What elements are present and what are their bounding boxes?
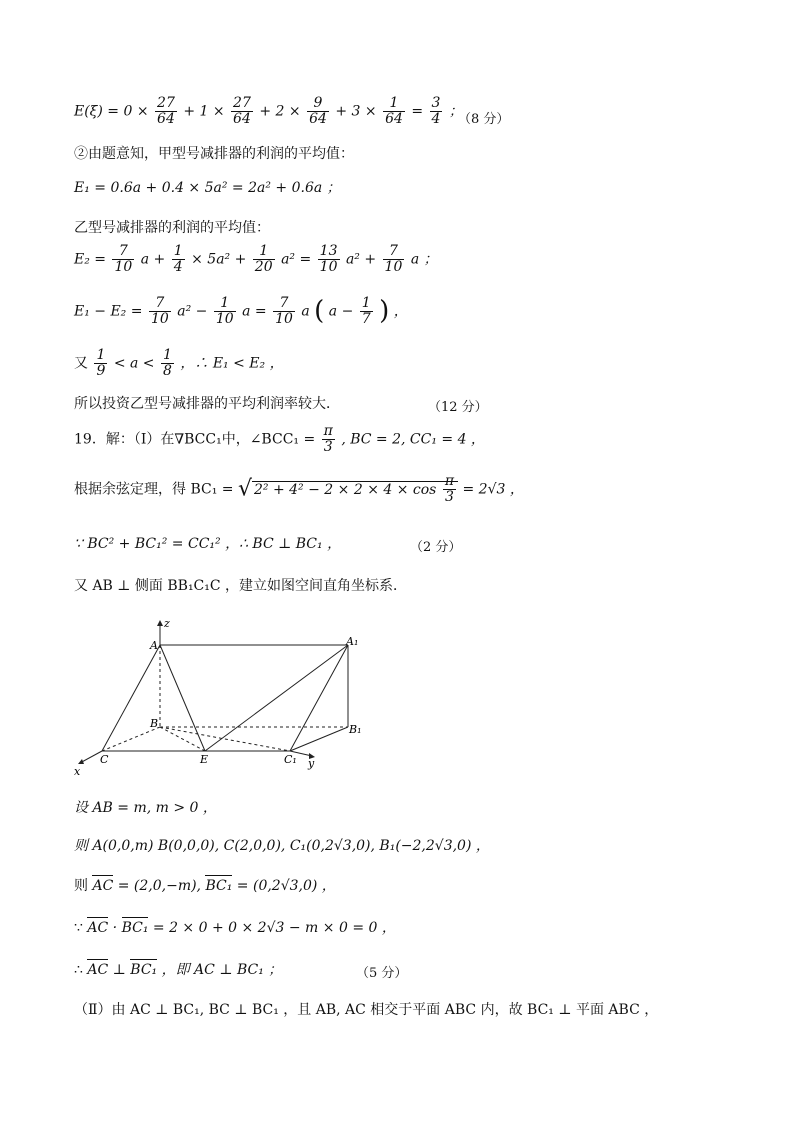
fraction: $\frac{\pi}{3}$ [444,473,455,505]
text: = 2 × 0 + 0 × 2√3 − m × 0 = 0 ， [152,920,396,936]
fraction: $\frac{1}{10}$ [215,295,234,328]
paren: ) [379,296,390,326]
text: = (2,0,−m), [117,878,202,894]
fraction: $\frac{13}{10}$ [319,243,338,275]
term: a − [328,303,354,320]
e1-formula: E₁ = 0.6a + 0.4 × 5a² = 2a² + 0.6a ； [74,180,341,196]
score-2: （2 分） [410,540,462,555]
text: = (0,2√3,0) ， [236,878,336,894]
term: a + [140,251,166,268]
term: a² + [345,251,377,268]
perpendicular-line: ∵ BC² + BC₁² = CC₁² ，∴ BC ⊥ BC₁ ， [74,536,342,552]
term: a² = [281,251,312,268]
coordinates-line: 则 A(0,0,m) B(0,0,0), C(2,0,0), C₁(0,2√3,0), B₁(−2,2√3,0) ， [74,838,490,854]
fraction: $\frac{1}{8}$ [163,347,172,379]
text: , BC = 2, CC₁ = 4 ， [341,431,485,448]
term: a ； [410,251,438,268]
text: ，即 AC ⊥ BC₁ ； [161,962,283,978]
equals: = [411,103,424,120]
label-B1: B₁ [349,723,362,736]
radicand: 2² + 4² − 2 × 2 × 4 × cos $\frac{\pi}{3}$ [252,481,458,498]
score-5: （5 分） [356,966,408,981]
vectors-line [74,878,336,895]
set-ab-line: 设 AB = m, m > 0 ， [74,800,217,816]
vector-bc1: BC₁ [205,878,233,894]
dot-product-line [74,920,396,937]
punct: ， [393,303,408,320]
term: a² − [177,303,208,320]
text: ∵ [74,920,83,936]
paren: ( [314,296,325,326]
score-8: （8 分） [458,112,510,127]
prism-figure [60,615,380,780]
text: = 2√3 ， [462,481,524,498]
sqrt-sign: √ [237,476,252,502]
text-line: ②由题意知，甲型号减排器的利润的平均值： [74,146,354,162]
text: 19．解：（Ⅰ）在∇BCC₁中，∠BCC₁ = [74,431,316,448]
vector-bc1: BC₁ [130,962,158,978]
fraction: $\frac{7}{10}$ [150,295,169,328]
lhs: E₁ − E₂ = [74,303,143,320]
part-two-line: （Ⅱ）由 AC ⊥ BC₁, BC ⊥ BC₁ ，且 AB, AC 相交于平面 ABC 内，故 BC₁ ⊥ 平面 ABC ， [74,1002,659,1018]
label-C: C [100,753,109,766]
vector-ac: AC [92,878,114,894]
term: < a < [113,355,155,372]
e2-formula [74,244,438,275]
expectation-lhs: E(ξ) = 0 × [74,103,149,120]
text: 根据余弦定理，得 BC₁ = [74,481,234,498]
fraction: $\frac{1}{20}$ [254,243,273,275]
term: a [301,303,310,320]
text: ⊥ [112,962,126,978]
label-C1: C₁ [284,753,297,766]
label-E: E [200,753,209,766]
term: + 3 × [335,103,377,120]
problem-19-line [74,424,485,455]
label-A1: A₁ [346,635,359,648]
fraction: $\frac{27}{64}$ [233,95,251,127]
label-z: z [164,617,170,630]
label-B: B [150,717,159,730]
label-A: A [150,639,158,652]
fraction: $\frac{7}{10}$ [114,243,133,275]
expectation-formula [74,96,463,127]
term: ，∴ E₁ < E₂ ， [180,355,284,372]
vector-bc1: BC₁ [121,920,149,936]
term: × 5a² + [191,251,247,268]
fraction: $\frac{3}{4}$ [431,95,441,127]
text: · [112,920,118,936]
difference-formula [74,296,408,327]
vector-ac: AC [87,962,109,978]
text: 又 [74,355,88,372]
label-x: x [74,765,81,778]
text: ∴ [74,962,83,978]
fraction: $\frac{7}{10}$ [384,243,403,275]
fraction: $\frac{\pi}{3}$ [323,423,333,455]
fraction: $\frac{27}{64}$ [157,95,175,127]
fraction: $\frac{1}{7}$ [361,295,371,328]
fraction: $\frac{9}{64}$ [309,95,327,127]
conclusion-line: 所以投资乙型号减排器的平均利润率较大． [74,396,340,412]
fraction: $\frac{1}{64}$ [385,95,403,127]
term: + 1 × [183,103,225,120]
fraction: $\frac{7}{10}$ [275,295,293,328]
term: a = [242,303,267,320]
vector-ac: AC [87,920,109,936]
coordinate-setup-line: 又 AB ⊥ 侧面 BB₁C₁C ，建立如图空间直角坐标系． [74,578,408,594]
term: + 2 × [259,103,301,120]
punct: ； [448,103,463,120]
text-line: 乙型号减排器的利润的平均值： [74,220,270,236]
fraction: $\frac{1}{4}$ [173,243,183,275]
range-line [74,348,284,379]
orthogonal-line [74,962,282,979]
score-12: （12 分） [428,400,488,415]
fraction: $\frac{1}{9}$ [96,347,106,379]
label-y: y [308,757,315,770]
cosine-law-line [74,474,524,505]
lhs: E₂ = [74,251,107,268]
text: 则 [74,878,88,894]
